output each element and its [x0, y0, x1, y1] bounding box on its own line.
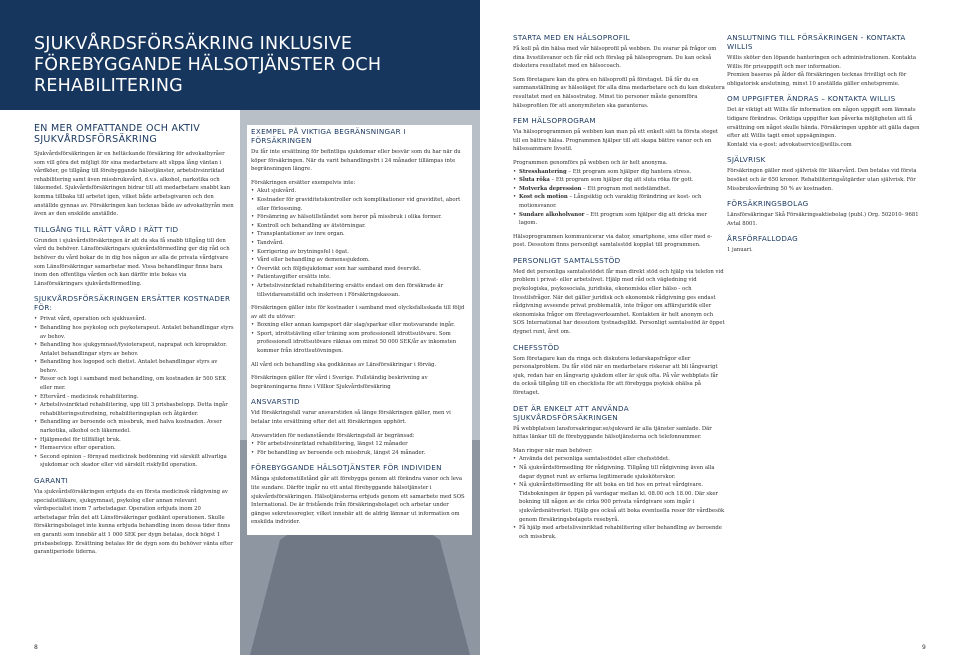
- program-desc: – Ett program som hjälper dig hantera stress.: [566, 168, 692, 175]
- programs-contact: Hälsoprogrammen kommunicerar via dator, smartphone, sms eller med e-post. Dessutom finns personligt samtalsstöd kopplat till programmen.: [513, 233, 713, 249]
- list-item: • Sport, idrottstävling eller träning som professionell idrottsutövare. Som professionell idrottsutövare räknas om minst 50 000 SEK/år av inkomsten kommer från idrottsutövningen.: [251, 330, 468, 356]
- list-item: • Boxning eller annan kampsport där slag/sparkar eller motsvarande ingår.: [251, 321, 468, 330]
- renewal-text: 1 januari.: [727, 247, 753, 254]
- list-item: • Övervikt och följdsjukdomar som har samband med övervikt.: [251, 265, 468, 274]
- list-item: • Behandling hos sjukgymnast/fysioterapeut, naprapat och kiropraktor. Antalet behandlingar styrs av behov.: [34, 341, 234, 358]
- preventive-heading: FÖREBYGGANDE HÄLSOTJÄNSTER FÖR INDIVIDEN: [251, 463, 442, 473]
- valid-text: Försäkringen gäller inte för kostnader i samband med olycksfallsskada till följd av att du utövar:: [251, 305, 465, 320]
- list-item: • Korrigering av brytningsfel i ögat.: [251, 248, 468, 257]
- list-item: • Nå sjukvårdsförmedling för rådgivning. Tillgång till rådgivning även alla dagar dygnet runt av erfarna legitimerade sjuksköterskor.: [513, 464, 725, 481]
- column-2: [247, 125, 472, 535]
- list-item: • Nå sjukvårdsförmedling för att boka en tid hos en privat vårdgivare. Tidsbokningen är öppen på vardagar mellan kl. 08.00 och 18.00. Där sker bokning till någon av de cirka 900 privata vårdgivare som ingår i sjukvårdsnätverket. Hjälp ges också att boka eventuella resor för vårdbesök genom försäkringsbolagets resebyrå.: [513, 481, 725, 524]
- programs-list: [513, 168, 725, 228]
- list-item: • Få hjälp med arbetslivsinriktad rehabilitering eller behandling av beroende och missbruk.: [513, 524, 725, 541]
- list-item: [513, 193, 725, 210]
- list-item: [513, 168, 725, 177]
- easy-text: På webbplatsen lansforsakringar.se/sjukvard är alla tjänster samlade. Där hittas länkar till de förebyggande hälsotjänsterna och telefonnummer.: [513, 425, 712, 441]
- list-item: • Behandling av beroende och missbruk, med halva kostnaden. Avser narkotika, alkohol och läkemedel.: [34, 418, 234, 435]
- page-title: SJUKVÅRDSFÖRSÄKRING INKLUSIVE FÖREBYGGANDE HÄLSOTJÄNSTER OCH REHABILITERING: [34, 34, 382, 96]
- right-page: [480, 0, 960, 655]
- not-covered-intro: Försäkringen ersätter exempelvis inte:: [251, 179, 356, 186]
- start-heading: STARTA MED EN HÄLSOPROFIL: [513, 33, 630, 42]
- examples-heading: EXEMPEL PÅ VIKTIGA BEGRÄNSNINGAR I FÖRSÄKRINGEN: [251, 127, 406, 145]
- list-item: • Kontroll och behandling av ätstörningar.: [251, 222, 468, 231]
- intro-text: Sjukvårdsförsäkringen är en heltäckande försäkring för advokatbyråer som vill göra det möjligt för sina medarbetare att slippa lång väntan i vårdköer, ge tillgång till förebyggande hälsotjänster, arbetslivsinriktad rehabilitering samt även missbruksvård, d.v.s. alkohol, narkotika och läkemedel. Sjukvårdsförsäkringen bidrar till att medarbetare snabbt kan komma tillbaka till arbetet igen, vilket både arbetsgivaren och den anställde gynnas av. Försäkringen kan tecknas både av advokatbyrån men även av den enskilde anställde.: [34, 151, 234, 218]
- list-item: • Arbetslivsinriktad rehabilitering ersätts endast om den försäkrade är tillsvidareanställd och inskriven i Försäkringskassan.: [251, 282, 468, 299]
- start-text: Få koll på din hälsa med vår hälsoprofil på webben. Du svarar på frågor om dina livsstilsvanor och får råd och förslag på hälsoprogram. Du kan också diskutera resultatet med en hälsocoach.: [513, 46, 717, 70]
- list-item: • Hjälpmedel för tillfälligt bruk.: [34, 436, 234, 445]
- company-text: Länsförsäkringar Skå Försäkringsaktiebolag (publ.) Org. 502010- 9681 Avtal 8001.: [727, 212, 919, 227]
- program-name: Sluta röka: [519, 177, 550, 184]
- intro-heading: EN MER OMFATTANDE OCH AKTIV SJUKVÅRDSFÖRSÄKRING: [34, 123, 201, 145]
- page-number-right: 9: [922, 644, 926, 651]
- start-text-2: Som företagare kan du göra en hälsoprofil på företaget. Då får du en sammanställning av hälsoläget för alla dina medarbetare och du kan diskutera resultatet med en hälsostrateg. Minst tio personer måste genomföra hälsoprofilen för att anonymiteten ska garanteras.: [513, 76, 725, 109]
- guarantee-heading: GARANTI: [34, 476, 69, 485]
- list-item: • Behandling hos logoped och dietist. Antalet behandlingar styrs av behov.: [34, 358, 234, 375]
- program-desc: – Ett program som hjälper dig att sluta röka för gott.: [549, 177, 694, 184]
- support-text: Med det personliga samtalsstödet får man direkt stöd och hjälp via telefon vid problem i privat- eller arbetslivet. Hjälp med råd och vägledning vid psykologiska, psykosociala, juridiska, ekonomiska eller hälso - och livsstilsfrågor. När det gäller juridisk och ekonomisk rådgivning ges endast rådgivning avseende privat problematik, inte frågor om affärsjuridik eller ekonomiska frågor om företagsverksamhet. Kontakten är helt anonym och SOS International har dessutom tystnadsplikt. Personligt samtalsstöd är öppet dygnet runt, året om.: [513, 268, 725, 336]
- column-4: [727, 33, 932, 261]
- list-item: [513, 176, 725, 185]
- list-item: • För arbetslivsinriktad rehabilitering, längst 12 månader: [251, 440, 468, 449]
- deductible-heading: ANSVARSTID: [251, 397, 300, 407]
- contact-email: Kontakt via e-post: advokatservice@willis.com: [727, 141, 852, 148]
- list-item: • Försämring av hälsotillståndet som beror på missbruk i olika former.: [251, 213, 468, 222]
- column-3: [513, 33, 725, 547]
- renewal-heading: ÅRSFÖRFALLODAG: [727, 234, 799, 244]
- guarantee-text: Via sjukvårdsförsäkringen erbjuds du en första medicinsk rådgivning av specialistläkare, sjukgymnast, psykolog eller annan relevant vårdspecialist inom 7 arbetsdagar. Operation erbjuds inom 20 arbetsdagar från det att Länsförsäkringar godkänt operationen. Skulle försäkringsbolaget inte kunna erbjuda behandling inom dessa tider finns en garanti som innebär att 1 000 SEK per dygn betalas, dock högst 1 prisbasbelopp. Ersättning betalas för de dygn som du behöver vänta efter garantiperiode tiderna.: [34, 489, 233, 556]
- approved-text: All vård och behandling ska godkännas av Länsförsäkringar i förväg.: [251, 361, 437, 368]
- list-item: • Akut sjukvård.: [251, 187, 468, 196]
- self-risk-heading: SJÄLVRISK: [727, 155, 766, 165]
- programs-intro: Programmen genomförs på webben och är helt anonyma.: [513, 159, 668, 166]
- list-item: • Resor och logi i samband med behandling, om kostnaden är 500 SEK eller mer.: [34, 375, 234, 392]
- manager-text: Som företagare kan du ringa och diskutera ledarskapsfrågor eller personalproblem. Du får stöd när en medarbetare riskerar att bli långvarigt sjuk, redan har en långvarig sjukdom eller är sjuk ofta. På vår webbplats får du också tillgång till en checklista för att förebygga psykisk ohälsa på företaget.: [513, 355, 719, 396]
- costs-list: [34, 315, 234, 470]
- list-item: [513, 211, 725, 228]
- program-name: Sundare alkoholvanor: [519, 211, 585, 218]
- program-name: Stresshantering: [519, 168, 567, 175]
- list-item: • Privat vård, operation och sjukhusvård.: [34, 315, 234, 324]
- column-1: [34, 123, 234, 563]
- changes-heading: OM UPPGIFTER ÄNDRAS – KONTAKTA WILLIS: [727, 94, 896, 104]
- title-banner: [0, 0, 480, 110]
- programs-text: Via hälsoprogrammen på webben kan man på ett enkelt sätt ta första steget till en bättre hälsa. Programmen hjälper till att skapa bättre vanor och en hälsosammare livsstil.: [513, 129, 719, 153]
- period-list: [251, 440, 468, 457]
- list-item: • Hemservice efter operation.: [34, 444, 234, 453]
- deductible-text: Vid försäkringsfall varar ansvarstiden så länge försäkringen gäller, men vi betalar inte ersättning efter det att försäkringen upphört.: [251, 410, 451, 426]
- program-name: Kost och motion: [519, 194, 568, 201]
- list-item: • Arbetslivsinriktad rehabilitering, upp till 3 prisbasbelopp. Detta ingår rehabiliteringsutredning, rehabiliteringsplan och åtgärder.: [34, 401, 234, 418]
- call-intro: Man ringer när man behöver:: [513, 447, 593, 454]
- call-list: [513, 455, 725, 541]
- not-covered-list: [251, 187, 468, 299]
- list-item: • Eftervård - medicinsk rehabilitering.: [34, 393, 234, 402]
- insurance-text: Willis sköter den löpande hanteringen och administrationen. Kontakta Willis för prisuppgift och mer information.: [727, 55, 916, 70]
- costs-heading: SJUKVÅRDSFÖRSÄKRINGEN ERSÄTTER KOSTNADER FÖR:: [34, 294, 231, 313]
- list-item: • Använda det personliga samtalsstödet eller chefsstödet.: [513, 455, 725, 464]
- program-desc: – Ett program mot nedstämdhet.: [581, 185, 671, 192]
- list-item: • Vård eller behandling av demenssjukdom.: [251, 256, 468, 265]
- examples-text: Du får inte ersättning för befintliga sjukdomar eller besvär som du har när du köper försäkringen. När du varit behandlingsfri i 24 månader tillämpas inte begränsningen längre.: [251, 149, 461, 173]
- page-number-left: 8: [34, 644, 38, 651]
- self-risk-text: Försäkringen gäller med självrisk för läkarvård. Den betalas vid första besöket och är 650 kronor. Rehabiliteringsåtgärder utan självrisk. För Missbruksvårdning 50 % av kostnaden.: [727, 168, 917, 192]
- list-item: • Tandvård.: [251, 239, 468, 248]
- list-item: [513, 185, 725, 194]
- list-item: • Kostnader för graviditetskontroller och komplikationer vid graviditet, abort eller förlossning.: [251, 196, 468, 213]
- company-heading: FÖRSÄKRINGSBOLAG: [727, 199, 809, 209]
- premium-text: Premien baseras på ålder då försäkringen tecknas frivilligt och för obligatorisk anslutning, minst 10 anställda gäller enhetspremie.: [727, 72, 907, 87]
- support-heading: PERSONLIGT SAMTALSSTÖD: [513, 255, 621, 265]
- list-item: • För behandling av beroende och missbruk, längst 24 månader.: [251, 449, 468, 458]
- valid-list: [251, 321, 468, 355]
- program-desc: – Långsiktig och varaktig förändring av kost- och motionsvanor.: [519, 194, 702, 209]
- list-item: • Transplantationer av inre organ.: [251, 230, 468, 239]
- manager-heading: CHEFSSTÖD: [513, 342, 560, 352]
- changes-text: Det är viktigt att Willis får information om någon uppgift som lämnats tidigare förändras. Oriktiga uppgifter kan påverka möjligheten att få ersättning om något skulle hända. Försäkringen upphör att gälla dagen efter att Willis tagit emot uppsägningen.: [727, 107, 920, 140]
- insurance-heading: ANSLUTNING TILL FÖRSÄKRINGEN - KONTAKTA WILLIS: [727, 33, 906, 51]
- list-item: • Patientavgifter ersätts inte.: [251, 273, 468, 282]
- period-text: Ansvarstiden för nedanstående försäkringsfall är begränsad:: [251, 432, 415, 439]
- program-name: Motverka depression: [519, 185, 582, 192]
- list-item: • Behandling hos psykolog och psykoterapeut. Antalet behandlingar styrs av behov.: [34, 324, 234, 341]
- program-desc: – Ett program som hjälper dig att dricka mer lagom.: [519, 211, 707, 227]
- sweden-text: Försäkringen gäller för vård i Sverige. Fullständig beskrivning av begränsningarna finns i Villkor Sjukvårdsförsäkring: [251, 375, 428, 390]
- access-text: Grunden i sjukvårdsförsäkringen är att du ska få snabb tillgång till den vård du behöver. Länsförsäkringars sjukvårdsförmedling ger dig råd och behöver du vård bokar de in dig hos någon av alla de privata vårdgivare som Länsförsäkringar samarbetar med. Vissa behandlingar finns bara inom den offentliga vården och kan därför inte bokas via Länsförsäkringars sjukvårdsförmedling.: [34, 237, 230, 287]
- programs-heading: FEM HÄLSOPROGRAM: [513, 116, 596, 126]
- preventive-text: Många sjukdomstillstånd går att förebygga genom att förändra vanor och leva lite sundare. Därför ingår nu ett antal förebyggande hälsotjänster i sjukvårdsförsäkringen. Hälsotjänsterna erbjuds genom ett samarbete med SOS International. De är fristående från försäkringsbolaget och arbetar under gängse sekretessregler, vilket innebär att de aldrig lämnar ut information om enskilda individer.: [251, 476, 465, 526]
- easy-heading: DET ÄR ENKELT ATT ANVÄNDA SJUKVÅRDSFÖRSÄKRINGEN: [513, 403, 629, 422]
- access-heading: TILLGÅNG TILL RÄTT VÅRD I RÄTT TID: [34, 224, 179, 234]
- list-item: • Second opinion – förnyad medicinsk bedömning vid särskilt allvarliga sjukdomar och skador eller vid särskilt riskfylld operation.: [34, 453, 234, 470]
